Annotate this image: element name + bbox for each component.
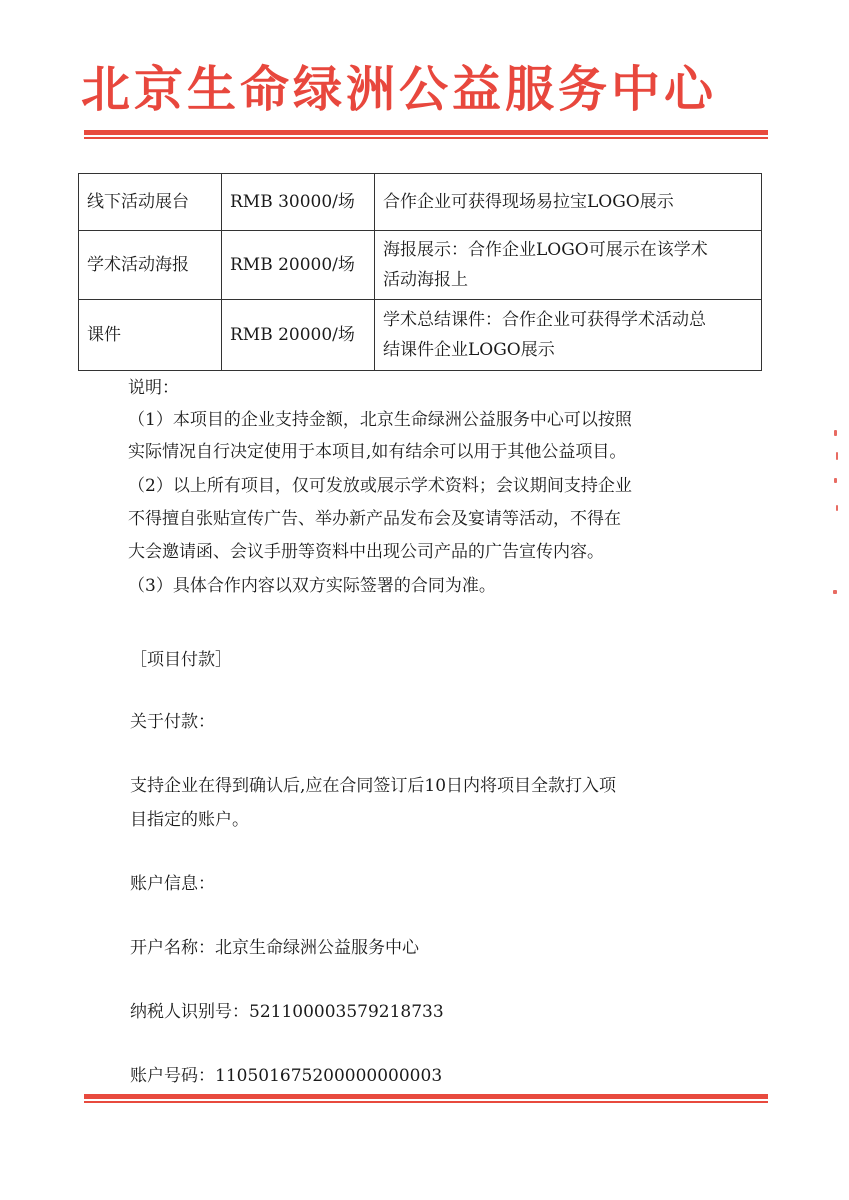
footer-rule-thin	[84, 1101, 768, 1103]
payment-terms-line: 目指定的账户。	[130, 810, 249, 830]
payment-terms-line: 支持企业在得到确认后,应在合同签订后10日内将项目全款打入项	[130, 776, 617, 796]
note-line: 大会邀请函、会议手册等资料中出现公司产品的广告宣传内容。	[128, 542, 604, 562]
note-line: （1）本项目的企业支持金额，北京生命绿洲公益服务中心可以按照	[128, 410, 632, 430]
item-name-cell: 线下活动展台	[79, 174, 222, 231]
benefit-line: 海报展示：合作企业LOGO可展示在该学术	[383, 240, 708, 260]
benefit-line: 学术总结课件：合作企业可获得学术活动总	[383, 310, 706, 330]
item-name-cell: 课件	[79, 300, 222, 371]
benefit-line: 合作企业可获得现场易拉宝LOGO展示	[383, 192, 674, 212]
scan-edge-mark	[836, 452, 838, 460]
note-line: （2）以上所有项目，仅可发放或展示学术资料；会议期间支持企业	[128, 476, 632, 496]
scan-edge-mark	[834, 430, 837, 436]
item-benefit-cell	[375, 231, 762, 300]
header-rule-thick	[84, 130, 768, 135]
payment-about-label: 关于付款：	[130, 712, 215, 732]
benefit-line: 结课件企业LOGO展示	[383, 340, 555, 360]
account-name-line: 开户名称：北京生命绿洲公益服务中心	[130, 938, 419, 958]
org-letterhead-title: 北京生命绿洲公益服务中心	[81, 61, 718, 118]
scan-edge-mark	[833, 590, 837, 594]
note-line: 不得擅自张贴宣传广告、举办新产品发布会及宴请等活动，不得在	[128, 509, 621, 529]
footer-rule-thick	[84, 1094, 768, 1099]
item-price-cell: RMB 20000/场	[222, 231, 375, 300]
account-number-line: 账户号码：110501675200000000003	[130, 1066, 443, 1086]
table-row	[79, 231, 762, 300]
account-info-label: 账户信息：	[130, 874, 215, 894]
item-price-cell: RMB 20000/场	[222, 300, 375, 371]
note-line: 实际情况自行决定使用于本项目,如有结余可以用于其他公益项目。	[128, 442, 627, 462]
item-price-cell: RMB 30000/场	[222, 174, 375, 231]
note-line: （3）具体合作内容以双方实际签署的合同为准。	[128, 576, 496, 596]
item-benefit-cell	[375, 300, 762, 371]
item-name-cell: 学术活动海报	[79, 231, 222, 300]
sponsorship-items-table	[78, 173, 762, 371]
table-row	[79, 174, 762, 231]
scan-edge-mark	[836, 505, 838, 511]
header-rule-thin	[84, 137, 768, 139]
taxpayer-id-line: 纳税人识别号：521100003579218733	[130, 1002, 444, 1022]
payment-section-title: ［项目付款］	[130, 650, 232, 670]
benefit-line: 活动海报上	[383, 270, 468, 290]
table-row	[79, 300, 762, 371]
scan-edge-mark	[834, 478, 837, 483]
item-benefit-cell	[375, 174, 762, 231]
notes-heading: 说明：	[128, 378, 179, 398]
